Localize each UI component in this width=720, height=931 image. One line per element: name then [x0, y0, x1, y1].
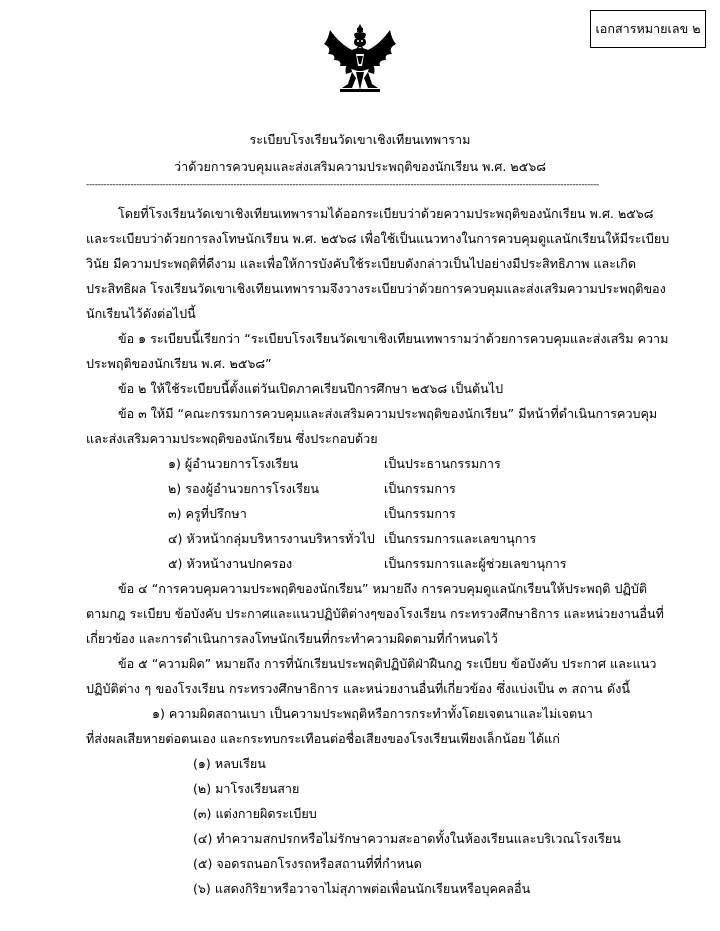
- minor-offense-item: (๖) แสดงกิริยาหรือวาจาไม่สุภาพต่อเพื่อนนักเรียนหรือบุคคลอื่น: [193, 881, 531, 896]
- preamble-line: ประสิทธิผล โรงเรียนวัดเขาเชิงเทียนเทพารามจึงวางระเบียบว่าด้วยการควบคุมและส่งเสริมความประพฤติของ: [86, 281, 666, 296]
- minor-offense-definition: ที่ส่งผลเสียหายต่อตนเอง และกระทบกระเทือนต่อชื่อเสียงของโรงเรียนเพียงเล็กน้อย ได้แก่: [86, 731, 560, 746]
- document-number: เอกสารหมายเลข ๒: [595, 21, 701, 36]
- preamble-line: วินัย มีความประพฤติที่ดีงาม และเพื่อให้การบังคับใช้ระเบียบดังกล่าวเป็นไปอย่างมีประสิทธิภาพ และเกิด: [86, 256, 637, 271]
- clause-4-line: ข้อ ๔ “การควบคุมความประพฤติของนักเรียน” หมายถึง การควบคุมดูแลนักเรียนให้ประพฤติ ปฏิบัติ: [118, 581, 648, 596]
- minor-offense-item: (๑) หลบเรียน: [193, 756, 266, 771]
- committee-member: ๓) ครูที่ปรึกษา: [168, 506, 247, 521]
- committee-role: เป็นกรรมการและผู้ช่วยเลขานุการ: [384, 556, 567, 571]
- committee-role: เป็นกรรมการ: [384, 506, 456, 521]
- committee-member: ๔) หัวหน้ากลุ่มบริหารงานบริหารทั่วไป: [168, 531, 375, 546]
- document-number-box: [590, 10, 706, 48]
- clause-1-line: ข้อ ๑ ระเบียบนี้เรียกว่า “ระเบียบโรงเรียนวัดเขาเชิงเทียนเทพารามว่าด้วยการควบคุมและส่งเสริม ความ: [118, 331, 669, 346]
- committee-role: เป็นกรรมการและเลขานุการ: [384, 531, 537, 546]
- preamble-line: และระเบียบว่าด้วยการลงโทษนักเรียน พ.ศ. ๒๕๖๘ เพื่อใช้เป็นแนวทางในการควบคุมดูแลนักเรียนให้มีระเบียบ: [86, 231, 670, 246]
- minor-offense-item: (๔) ทำความสกปรกหรือไม่รักษาความสะอาดทั้งในห้องเรียนและบริเวณโรงเรียน: [193, 831, 621, 846]
- clause-2: ข้อ ๒ ให้ใช้ระเบียบนี้ตั้งแต่วันเปิดภาคเรียนปีการศึกษา ๒๕๖๘ เป็นต้นไป: [118, 381, 504, 396]
- preamble-line: นักเรียนไว้ดังต่อไปนี้: [86, 306, 196, 321]
- minor-offense-definition: ๑) ความผิดสถานเบา เป็นความประพฤติหรือการกระทำทั้งโดยเจตนาและไม่เจตนา: [152, 706, 593, 721]
- committee-role: เป็นประธานกรรมการ: [384, 456, 501, 471]
- clause-4-line: เกี่ยวข้อง และการดำเนินการลงโทษนักเรียนที่กระทำความผิดตามที่กำหนดไว้: [86, 631, 498, 646]
- clause-3-line: ข้อ ๓ ให้มี “คณะกรรมการควบคุมและส่งเสริมความประพฤติของนักเรียน” มีหน้าที่ดำเนินการควบคุม: [118, 406, 658, 421]
- committee-role: เป็นกรรมการ: [384, 481, 456, 496]
- garuda-emblem-icon: [318, 22, 402, 96]
- committee-member: ๕) หัวหน้างานปกครอง: [168, 556, 293, 571]
- preamble-line: โดยที่โรงเรียนวัดเขาเชิงเทียนเทพารามได้ออกระเบียบว่าด้วยความประพฤติของนักเรียน พ.ศ. ๒๕๖๘: [118, 206, 654, 221]
- clause-3-line: และส่งเสริมความประพฤติของนักเรียน ซึ่งประกอบด้วย: [86, 431, 378, 446]
- committee-member: ๒) รองผู้อำนวยการโรงเรียน: [168, 481, 319, 496]
- separator-line: ------------------------------------------------------------------------------------------------------------------------------------------------------------------------------: [86, 180, 599, 190]
- minor-offense-item: (๕) จอดรถนอกโรงรถหรือสถานที่ที่กำหนด: [193, 856, 422, 871]
- committee-member: ๑) ผู้อำนวยการโรงเรียน: [168, 456, 299, 471]
- clause-5-line: ปฏิบัติต่าง ๆ ของโรงเรียน กระทรวงศึกษาธิการ และหน่วยงานอื่นที่เกี่ยวข้อง ซึ่งแบ่งเป็น ๓ สถาน ดังนี้: [86, 681, 630, 696]
- clause-4-line: ตามกฎ ระเบียบ ข้อบังคับ ประกาศและแนวปฏิบัติต่างๆของโรงเรียน กระทรวงศึกษาธิการ และหน่วยงานอื่นที่: [86, 606, 664, 621]
- minor-offense-item: (๒) มาโรงเรียนสาย: [193, 781, 300, 796]
- regulation-title: ระเบียบโรงเรียนวัดเขาเชิงเทียนเทพาราม: [249, 132, 471, 147]
- clause-1-line: ประพฤติของนักเรียน พ.ศ. ๒๕๖๘”: [86, 356, 272, 371]
- regulation-subtitle: ว่าด้วยการควบคุมและส่งเสริมความประพฤติของนักเรียน พ.ศ. ๒๕๖๘: [174, 159, 546, 174]
- minor-offense-item: (๓) แต่งกายผิดระเบียบ: [193, 806, 317, 821]
- clause-5-line: ข้อ ๕ “ความผิด” หมายถึง การที่นักเรียนประพฤติปฏิบัติฝ่าฝืนกฎ ระเบียบ ข้อบังคับ ประกาศ และแนว: [118, 656, 657, 671]
